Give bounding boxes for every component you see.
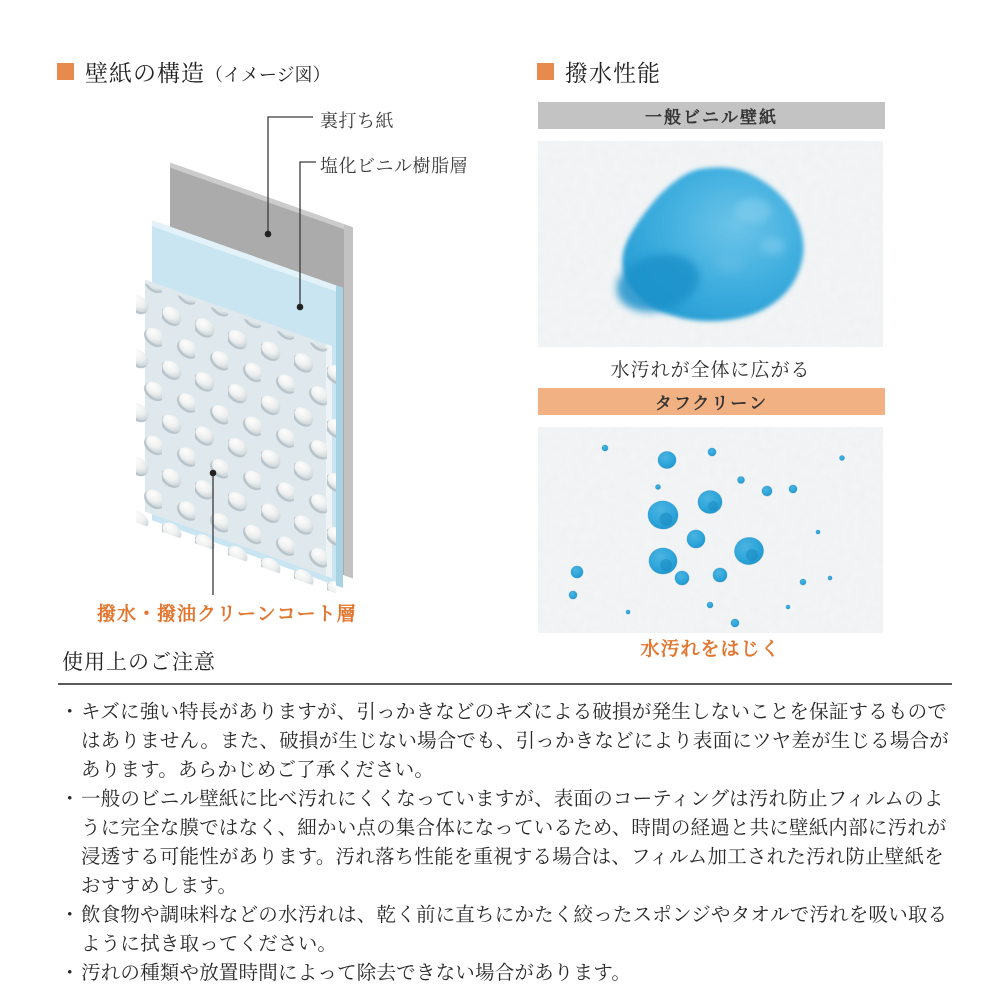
- notes-list: [60, 698, 956, 988]
- structure-heading-suffix: （イメージ図）: [205, 65, 331, 85]
- note-bullet: ・: [60, 701, 80, 723]
- panel-tough-clean-header: タフクリーン: [538, 388, 885, 415]
- note-item: [60, 785, 956, 901]
- note-item: [60, 901, 956, 959]
- note-item: [60, 698, 956, 785]
- note-text: 汚れの種類や放置時間によって除去できない場合があります。: [81, 962, 632, 984]
- note-bullet: ・: [60, 904, 80, 926]
- vinyl-resin-label: 塩化ビニル樹脂層: [320, 156, 468, 176]
- note-text: 一般のビニル壁紙に比べ汚れにくくなっていますが、表面のコーティングは汚れ防止フィルムのように完全な膜ではなく、細かい点の集合体になっているため、時間の経過と共に壁紙内部に汚れが浸透する可能性があります。汚れ落ち性能を重視する場合は、フィルム加工された汚れ防止壁紙をおすすめします。: [81, 788, 947, 897]
- structure-heading-main: 壁紙の構造: [85, 60, 205, 86]
- leader-dot: [210, 470, 217, 477]
- structure-heading: [57, 55, 330, 88]
- panel-general-vinyl-photo: [538, 141, 883, 347]
- note-bullet: ・: [60, 962, 80, 984]
- note-bullet: ・: [60, 788, 80, 810]
- leader-dot: [265, 231, 272, 238]
- leader-dot: [297, 304, 304, 311]
- orange-square-icon: [537, 63, 554, 80]
- note-text: 飲食物や調味料などの水汚れは、乾く前に直ちにかたく絞ったスポンジやタオルで汚れを吸い取るように拭き取ってください。: [81, 904, 948, 955]
- panel-tough-clean-caption: 水汚れをはじく: [640, 639, 781, 660]
- panel-general-vinyl-header: 一般ビニル壁紙: [538, 102, 885, 129]
- repellency-heading-text: 撥水性能: [565, 60, 661, 86]
- structure-heading-text: [85, 55, 330, 88]
- water-spread-image: [538, 141, 883, 347]
- backing-paper-label: 裏打ち紙: [320, 111, 394, 131]
- repellency-heading: [537, 55, 661, 88]
- panel-tough-clean-photo: [538, 427, 883, 633]
- orange-square-icon: [57, 63, 74, 80]
- water-beading-image: [538, 427, 883, 633]
- notes-title: 使用上のご注意: [62, 651, 216, 674]
- notes-divider: [58, 683, 952, 685]
- note-text: キズに強い特長がありますが、引っかきなどのキズによる破損が発生しないことを保証するものではありません。また、破損が生じない場合でも、引っかきなどにより表面にツヤ差が生じる場合があります。あらかじめご了承ください。: [81, 701, 949, 781]
- panel-general-vinyl-caption: 水汚れが全体に広がる: [610, 360, 811, 381]
- note-item: [60, 959, 956, 988]
- layer-stack: [136, 151, 353, 600]
- clean-coat-label: 撥水・撥油クリーンコート層: [97, 604, 357, 625]
